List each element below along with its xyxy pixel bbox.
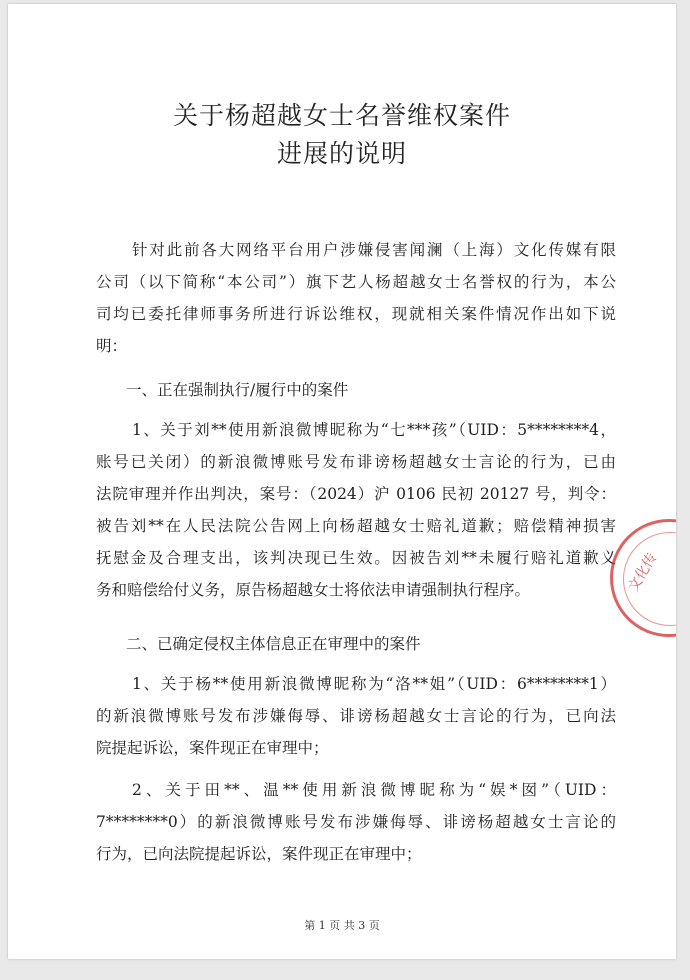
page-footer: 第 1 页 共 3 页 <box>304 919 380 932</box>
section-1-line: 抚慰金及合理支出，该判决现已生效。因被告刘**未履行赔礼道歉义 <box>96 549 616 567</box>
document-page <box>8 4 676 959</box>
section-2-heading: 二、已确定侵权主体信息正在审理中的案件 <box>126 635 421 653</box>
section-2-item-2-line: 7********0）的新浪微博账号发布涉嫌侮辱、诽谤杨超越女士言论的 <box>96 813 616 831</box>
section-2-item-1-line: 的新浪微博账号发布涉嫌侮辱、诽谤杨超越女士言论的行为，已向法 <box>96 707 616 725</box>
section-1-line: 务和赔偿给付义务，原告杨超越女士将依法申请强制执行程序。 <box>96 581 531 599</box>
section-2-item-1-line: 1、关于杨**使用新浪微博昵称为“洛**姐”（UID：6********1） <box>132 675 616 693</box>
intro-line: 司均已委托律师事务所进行诉讼维权，现就相关案件情况作出如下说 <box>96 305 616 323</box>
section-1-line: 法院审理并作出判决，案号：（2024）沪 0106 民初 20127 号，判令： <box>96 485 616 503</box>
document-title-line-1: 关于杨超越女士名誉维权案件 <box>172 101 511 130</box>
seal-text: 文化传 <box>625 550 661 595</box>
section-2-item-2-line: 行为，已向法院提起诉讼，案件现正在审理中； <box>96 845 422 863</box>
section-2-item-2-line: 2、关于田**、温**使用新浪微博昵称为“娱*囡”（UID： <box>132 781 616 799</box>
section-1-line: 被告刘**在人民法院公告网上向杨超越女士赔礼道歉；赔偿精神损害 <box>96 517 616 535</box>
intro-line: 明： <box>96 337 128 355</box>
section-1-line: 账号已关闭）的新浪微博账号发布诽谤杨超越女士言论的行为，已由 <box>96 453 616 471</box>
intro-line: 针对此前各大网络平台用户涉嫌侵害闻澜（上海）文化传媒有限 <box>132 241 616 259</box>
company-seal <box>610 519 676 637</box>
section-1-line: 1、关于刘**使用新浪微博昵称为“七***孩”（UID：5********4， <box>132 421 616 439</box>
section-1-heading: 一、正在强制执行/履行中的案件 <box>126 381 349 399</box>
intro-line: 公司（以下简称“本公司”）旗下艺人杨超越女士名誉权的行为，本公 <box>96 273 616 291</box>
section-2-item-1-line: 院提起诉讼，案件现正在审理中； <box>96 739 329 757</box>
document-title-line-2: 进展的说明 <box>276 139 407 168</box>
